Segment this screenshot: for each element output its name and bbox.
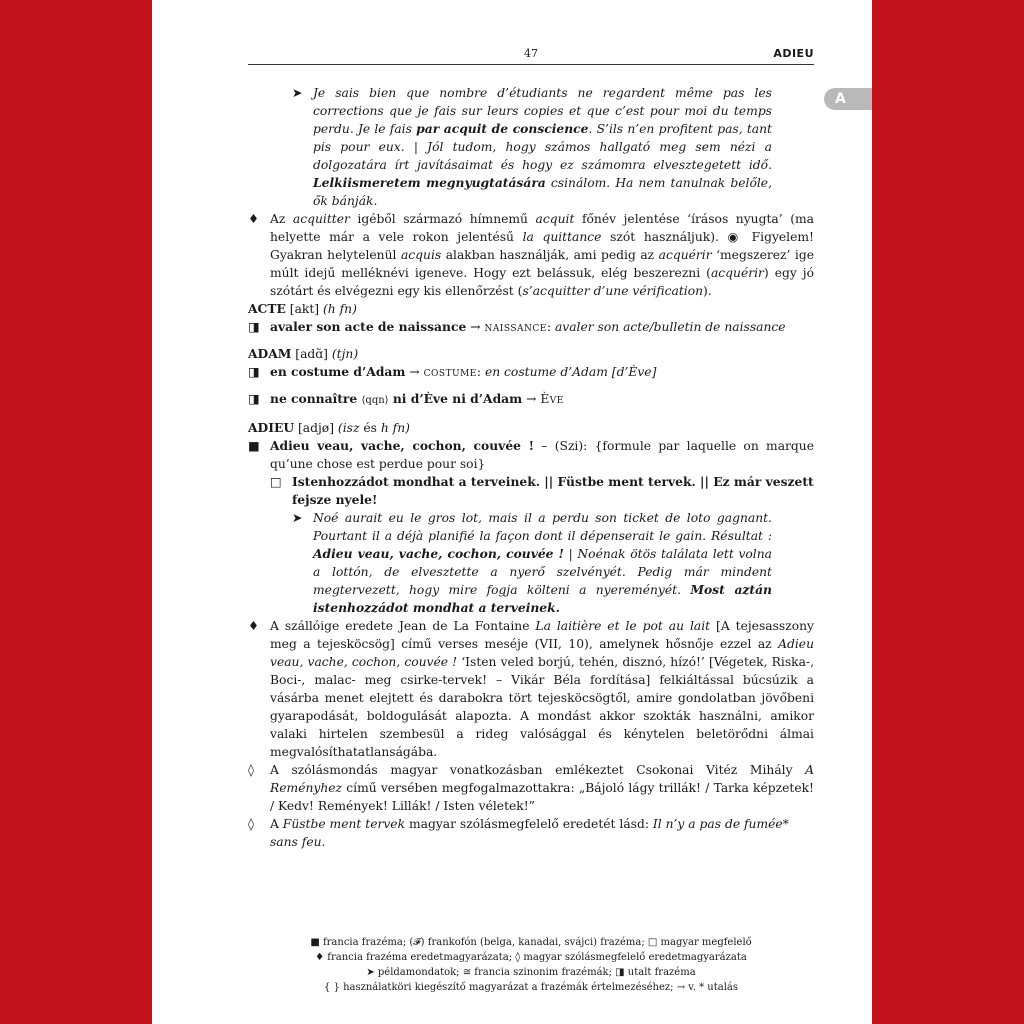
french-phrase-block	[248, 437, 814, 473]
xref-text[interactable]: avaler son acte de naissance → naissance: avaler son acte/bulletin de naissance	[270, 319, 786, 334]
legend-line: ♦ francia frazéma eredetmagyarázata; ◊ magyar szólásmegfelelő eredetmagyarázata	[315, 952, 747, 963]
french-phrase-text: Adieu veau, vache, cochon, couvée ! – (Szi): {formule par laquelle on marque qu’une chose est perdue pour soi}	[270, 438, 814, 471]
symbol-legend	[248, 935, 814, 995]
xref-text[interactable]: ne connaître ⟨qqn⟩ ni d’Ève ni d’Adam → Ève	[270, 391, 564, 406]
origin-block	[248, 210, 814, 300]
diamond-icon: ♦	[248, 619, 260, 633]
example-text: Je sais bien que nombre d’étudiants ne regardent même pas les corrections que je fais sur leurs copies et que c’est pour moi du temps perdu. Je le fais par acquit de conscience. S’ils n’en profitent pas, tant pis pour eux. | Jól tudom, hogy számos hallgató meg sem nézi a dolgozatára írt javításaimat és hogy ez számomra elvesztegetett idő. Lelkiismeretem megnyugtatására csinálom. Ha nem tanulnak belőle, ők bánják.	[313, 86, 772, 208]
example-arrow-icon: ➤	[292, 86, 303, 100]
hu-origin-text: A Füstbe ment tervek magyar szólásmegfelelő eredetét lásd: Il n’y a pas de fumée* sans feu.	[270, 817, 789, 849]
hu-origin-text: A szólásmondás magyar vonatkozásban emlékeztet Csokonai Vitéz Mihály A Reményhez című versében megfogalmazottakra: „Bájoló lágy trillák! / Tarka képzetek! / Kedv! Remények! Lillák! / Isten véletek!”	[270, 763, 814, 813]
xref-block	[248, 318, 814, 336]
running-title: ADIEU	[773, 47, 814, 60]
hu-origin-block	[248, 761, 814, 815]
xref-text[interactable]: en costume d’Adam → costume: en costume d’Adam [d’Ève]	[270, 364, 657, 379]
example-arrow-icon: ➤	[292, 511, 303, 525]
hu-equivalent-text: Istenhozzádot mondhat a terveinek. || Füstbe ment tervek. || Ez már veszett fejsze nyele!	[292, 474, 814, 507]
filled-square-icon: ■	[248, 439, 260, 453]
origin-text: A szállóige eredete Jean de La Fontaine La laitière et le pot au lait [A tejesasszony meg a tejesköcsög] című verses meséje (VII, 10), amelynek hősnője ezzel az Adieu veau, vache, cochon, couvée ! ‘Isten veled borjú, tehén, disznó, hízó!’ [Végetek, Riska-, Boci-, malac- meg csirke-tervek! – Vikár Béla fordítása] felkiáltással búcsúzik a vásárba menet elejtett és darabokra tört tejesköcsögtől, amire gondolatban jövőbeni gyarapodását, boldogulását alapozta. A mondást akkor szokták használni, amikor valaki hirtelen szembesül a rideg valósággal és kénytelen beletörődni álmai megvalósíthatatlanságába.	[270, 619, 814, 759]
example-text: Noé aurait eu le gros lot, mais il a perdu son ticket de loto gagnant. Pourtant il a déjà planifié la façon dont il dépenserait le gain. Résultat : Adieu veau, vache, cochon, couvée ! | Noénak ötös találata lett volna a lottón, de elvesztette a nyerő szelvényét. Pedig már mindent megtervezett, hogy mire fogja költeni a nyereményét. Most aztán istenhozzádot mondhat a terveinek.	[313, 511, 772, 615]
arrow-icon: →	[526, 392, 537, 406]
legend-line: { } használatköri kiegészítő magyarázat a frazémák értelmezéséhez; → v. * utalás	[323, 982, 738, 993]
hu-origin-block	[248, 815, 814, 851]
xref-square-icon: ◨	[248, 392, 260, 406]
diamond-icon: ♦	[248, 212, 260, 226]
hollow-diamond-icon: ◊	[248, 817, 255, 831]
entry-headline-adieu: ADIEU [adjø] (isz és h fn)	[248, 420, 410, 435]
origin-text: Az acquitter igéből származó hímnemű acquit főnév jelentése ‘írásos nyugta’ (ma helyette már a vele rokon jelentésű la quittance szót használjuk). ◉ Figyelem! Gyakran helytelenül acquis alakban használják, ami pedig az acquérir ‘megszerez’ ige múlt idejű melléknévi igeneve. Hogy ezt belássuk, elég beszerezni (acquérir) egy jó szótárt és elvégezni egy kis ellenőrzést (s’acquitter d’une vérification).	[270, 212, 814, 298]
xref-square-icon: ◨	[248, 365, 260, 379]
entry-headline-acte: ACTE [akt] (h fn)	[248, 301, 357, 316]
xref-square-icon: ◨	[248, 320, 260, 334]
page-number: 47	[524, 47, 538, 60]
letter-tab[interactable]: A	[824, 88, 872, 110]
hu-equivalent-block	[270, 473, 814, 509]
legend-line: ➤ példamondatok; ≅ francia szinonim frazémák; ◨ utalt frazéma	[366, 967, 696, 978]
page-header	[248, 46, 814, 65]
origin-block	[248, 617, 814, 761]
example-block	[292, 509, 772, 617]
example-block	[292, 84, 772, 210]
arrow-icon: →	[470, 320, 481, 334]
arrow-icon: →	[409, 365, 420, 379]
hollow-diamond-icon: ◊	[248, 763, 255, 777]
legend-line: ■ francia frazéma; (𝓕) frankofón (belga, kanadai, svájci) frazéma; □ magyar megfelelő	[310, 937, 752, 948]
xref-block	[248, 390, 814, 410]
xref-block	[248, 363, 814, 381]
entry-headline-adam: ADAM [adɑ̃] (tjn)	[248, 346, 359, 361]
empty-square-icon: □	[270, 475, 282, 489]
entries	[248, 84, 814, 851]
